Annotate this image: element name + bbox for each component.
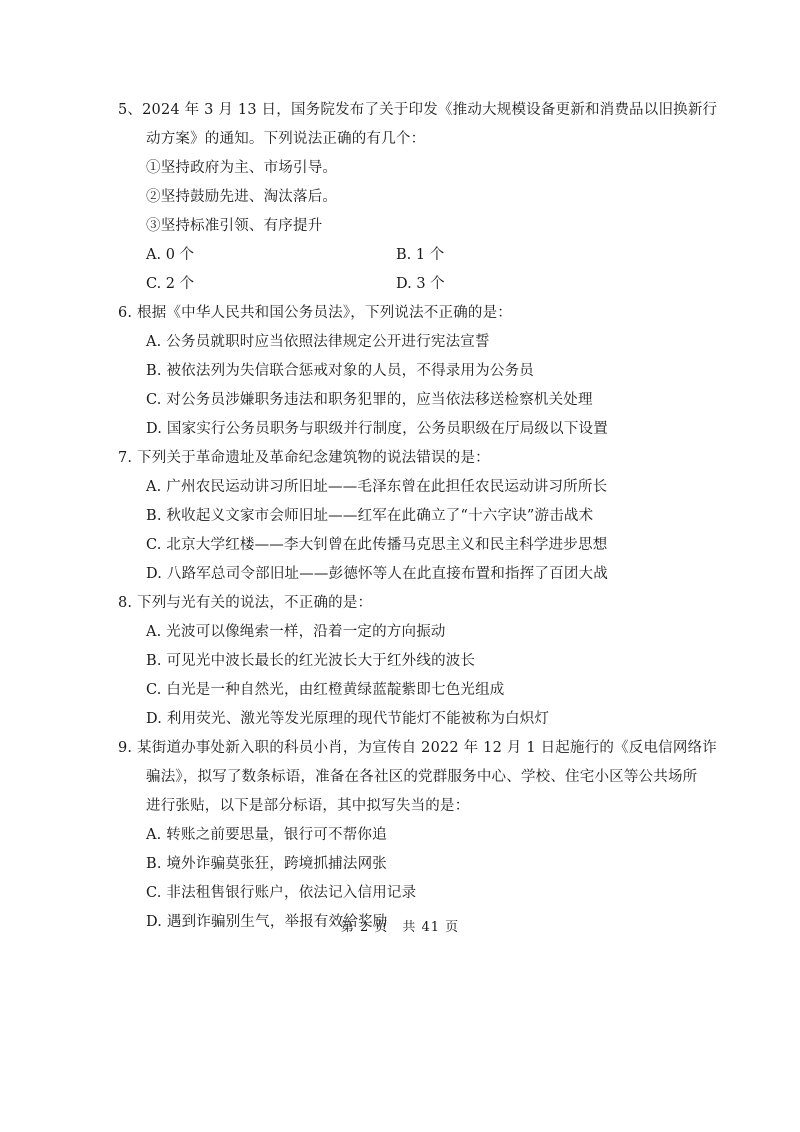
question-6-stem: 6. 根据《中华人民共和国公务员法》，下列说法不正确的是：: [118, 305, 512, 321]
question-5-statement-1: ①坚持政府为主、市场引导。: [146, 160, 338, 176]
question-6-option-a: A. 公务员就职时应当依照法律规定公开进行宪法宣誓: [146, 334, 490, 350]
question-9-option-a: A. 转账之前要思量，银行可不帮你追: [146, 827, 387, 843]
question-5-statement-3: ③坚持标准引领、有序提升: [146, 218, 323, 234]
question-7-option-b: B. 秋收起义文家市会师旧址——红军在此确立了“十六字诀”游击战术: [146, 508, 594, 524]
question-9: [118, 734, 717, 937]
question-5-stem-line-1: 5、2024 年 3 月 13 日，国务院发布了关于印发《推动大规模设备更新和消费品以旧换新行: [118, 102, 718, 118]
question-5: [118, 96, 718, 299]
question-7-stem: 7. 下列关于革命遗址及革命纪念建筑物的说法错误的是：: [118, 450, 490, 466]
question-6: [118, 299, 698, 444]
question-7: [118, 444, 698, 589]
question-6-option-d: D. 国家实行公务员职务与职级并行制度，公务员职级在厅局级以下设置: [146, 421, 608, 437]
question-5-option-a: A. 0 个: [146, 247, 195, 263]
question-list: [118, 96, 718, 937]
question-9-option-d: D. 遇到诈骗别生气，举报有效给奖励: [146, 914, 388, 930]
question-7-option-a: A. 广州农民运动讲习所旧址——毛泽东曾在此担任农民运动讲习所所长: [146, 479, 608, 495]
question-8-option-b: B. 可见光中波长最长的红光波长大于红外线的波长: [146, 653, 476, 669]
question-8-option-d: D. 利用荧光、激光等发光原理的现代节能灯不能被称为白炽灯: [146, 711, 550, 727]
question-8-option-c: C. 白光是一种自然光，由红橙黄绿蓝靛紫即七色光组成: [146, 682, 505, 698]
question-5-option-d: D. 3 个: [396, 276, 445, 292]
page-number-footer: 第 2 页 共 41 页: [340, 920, 460, 935]
question-8: [118, 589, 698, 734]
question-9-stem-line-3: 进行张贴，以下是部分标语，其中拟写失当的是：: [146, 798, 470, 814]
question-6-option-c: C. 对公务员涉嫌职务违法和职务犯罪的，应当依法移送检察机关处理: [146, 392, 593, 408]
question-5-option-c: C. 2 个: [146, 276, 195, 292]
question-7-option-d: D. 八路军总司令部旧址——彭德怀等人在此直接布置和指挥了百团大战: [146, 566, 608, 582]
question-9-option-b: B. 境外诈骗莫张狂，跨境抓捕法网张: [146, 856, 387, 872]
question-9-stem-line-1: 9. 某街道办事处新入职的科员小肖，为宣传自 2022 年 12 月 1 日起施行的《反电信网络诈: [118, 740, 717, 756]
question-9-option-c: C. 非法租售银行账户，依法记入信用记录: [146, 885, 417, 901]
question-7-option-c: C. 北京大学红楼——李大钊曾在此传播马克思主义和民主科学进步思想: [146, 537, 608, 553]
question-5-options-row-1: [118, 241, 698, 270]
question-9-stem-line-2: 骗法》，拟写了数条标语，准备在各社区的党群服务中心、学校、住宅小区等公共场所: [146, 769, 698, 785]
question-6-option-b: B. 被依法列为失信联合惩戒对象的人员，不得录用为公务员: [146, 363, 534, 379]
question-5-options-row-2: [118, 270, 698, 299]
question-8-stem: 8. 下列与光有关的说法，不正确的是：: [118, 595, 373, 611]
question-5-statement-2: ②坚持鼓励先进、淘汰落后。: [146, 189, 338, 205]
question-8-option-a: A. 光波可以像绳索一样，沿着一定的方向振动: [146, 624, 446, 640]
question-5-stem-line-2: 动方案》的通知。下列说法正确的有几个：: [146, 131, 426, 147]
question-5-option-b: B. 1 个: [396, 247, 445, 263]
